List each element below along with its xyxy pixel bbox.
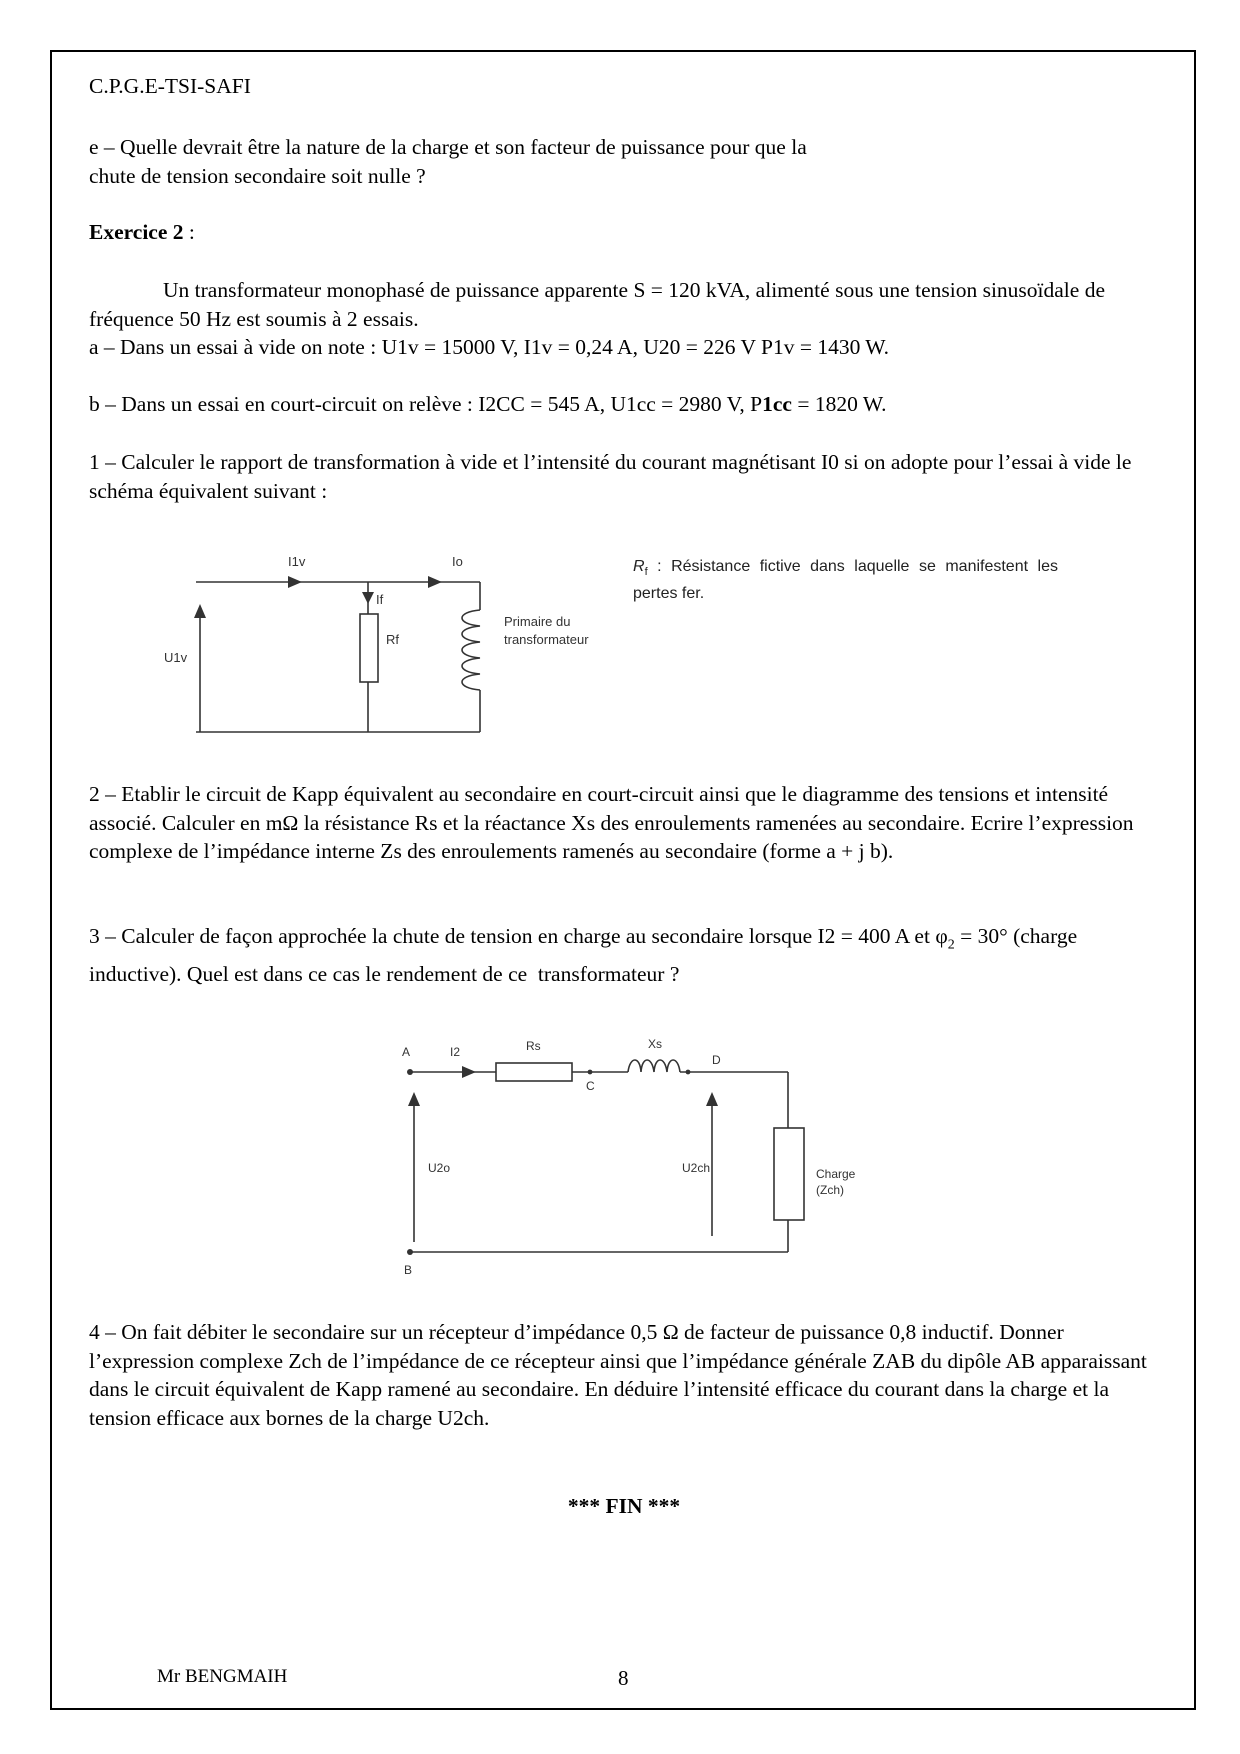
question-4: 4 – On fait débiter le secondaire sur un récepteur d’impédance 0,5 Ω de facteur de puissance 0,8 inductif. Donner l’expression complexe Zch de l’impédance de ce récepteur ainsi que l’impédance générale ZAB du dipôle AB apparaissant dans le circuit équivalent de Kapp ramené au secondaire. En déduire l’intensité efficace du courant dans la charge et la tension efficace aux bornes de la charge U2ch.: [89, 1320, 1153, 1430]
u2o-arrow-icon: [408, 1092, 420, 1106]
exercise-intro: Un transformateur monophasé de puissance apparente S = 120 kVA, alimenté sous une tension sinusoïdale de fréquence 50 Hz est soumis à 2 essais.: [89, 278, 1111, 331]
label-rf: Rf: [386, 632, 399, 647]
essai-b-text: b – Dans un essai en court-circuit on relève : I2CC = 545 A, U1cc = 2980 V, P: [89, 392, 763, 416]
label-coil-2: transformateur: [504, 632, 589, 647]
xs-inductor: [628, 1060, 680, 1072]
label-rs: Rs: [526, 1039, 541, 1053]
essai-b: [89, 390, 1169, 419]
rf-note-symbol: R: [633, 558, 645, 575]
i1v-arrow-icon: [288, 576, 302, 588]
footer-author: Mr BENGMAIH: [157, 1666, 288, 1687]
if-arrow-icon: [362, 592, 374, 604]
school-header: C.P.G.E-TSI-SAFI: [89, 74, 251, 98]
rf-note-sub: f: [644, 566, 648, 579]
label-if: If: [376, 592, 384, 607]
i2-arrow-icon: [462, 1066, 476, 1078]
label-u2o: U2o: [428, 1161, 451, 1175]
rf-note: [633, 556, 1058, 605]
label-charge: Charge: [816, 1167, 856, 1181]
essai-a: a – Dans un essai à vide on note : U1v = 15000 V, I1v = 0,24 A, U20 = 226 V P1v = 1430 W.: [89, 335, 890, 359]
node-b: [407, 1249, 413, 1255]
label-i2: I2: [450, 1045, 461, 1059]
essai-b-end: = 1820 W.: [791, 392, 887, 416]
label-coil-1: Primaire du: [504, 614, 571, 629]
primary-coil: [462, 610, 480, 690]
node-c: [588, 1070, 593, 1075]
rs-resistor: [496, 1063, 572, 1081]
load-impedance: [774, 1128, 804, 1220]
rf-resistor: [360, 614, 378, 682]
label-xs: Xs: [648, 1037, 663, 1051]
u2ch-arrow-icon: [706, 1092, 718, 1106]
rf-note-text: : Résistance fictive dans laquelle se manifestent les pertes fer.: [633, 558, 1058, 603]
u1v-arrow-icon: [194, 604, 206, 618]
label-u1v: U1v: [164, 650, 188, 665]
end-marker: *** FIN ***: [567, 1494, 681, 1518]
exercise-title-colon: :: [183, 220, 195, 244]
no-load-circuit-figure: [160, 548, 620, 748]
question-2: 2 – Etablir le circuit de Kapp équivalent au secondaire en court-circuit ainsi que le diagramme des tensions et intensité associé. Calculer en mΩ la résistance Rs et la réactance Xs des enroulements ramenées au secondaire. Ecrire l’expression complexe de l’impédance interne Zs des enroulements ramenés au secondaire (forme a + j b).: [89, 782, 1139, 863]
question-e: e – Quelle devrait être la nature de la charge et son facteur de puissance pour que la chute de tension secondaire soit nulle ?: [89, 135, 807, 188]
label-b: B: [404, 1263, 413, 1277]
io-arrow-icon: [428, 576, 442, 588]
label-d: D: [712, 1053, 721, 1067]
label-zch: (Zch): [816, 1183, 844, 1197]
label-u2ch: U2ch: [682, 1161, 711, 1175]
exercise-title-text: Exercice 2: [89, 220, 184, 244]
question-3-sub: 2: [947, 937, 955, 953]
question-3: [89, 922, 1169, 988]
label-c: C: [586, 1079, 595, 1093]
kapp-circuit-figure: [392, 1036, 872, 1286]
node-d: [686, 1070, 691, 1075]
label-a: A: [402, 1045, 411, 1059]
label-i1v: I1v: [288, 554, 306, 569]
footer-page-number: 8: [618, 1666, 629, 1690]
node-a: [407, 1069, 413, 1075]
essai-b-bold: 1cc: [762, 392, 792, 416]
question-3-text: 3 – Calculer de façon approchée la chute de tension en charge au secondaire lorsque I2 = 400 A et φ: [89, 924, 948, 948]
exercise-title: [89, 218, 1169, 247]
question-3-end: = 30° (charge inductive). Quel est dans ce cas le rendement de ce transformateur ?: [89, 924, 1083, 986]
label-io: Io: [452, 554, 463, 569]
question-1: 1 – Calculer le rapport de transformation à vide et l’intensité du courant magnétisant I0 si on adopte pour l’essai à vide le schéma équivalent suivant :: [89, 450, 1137, 503]
